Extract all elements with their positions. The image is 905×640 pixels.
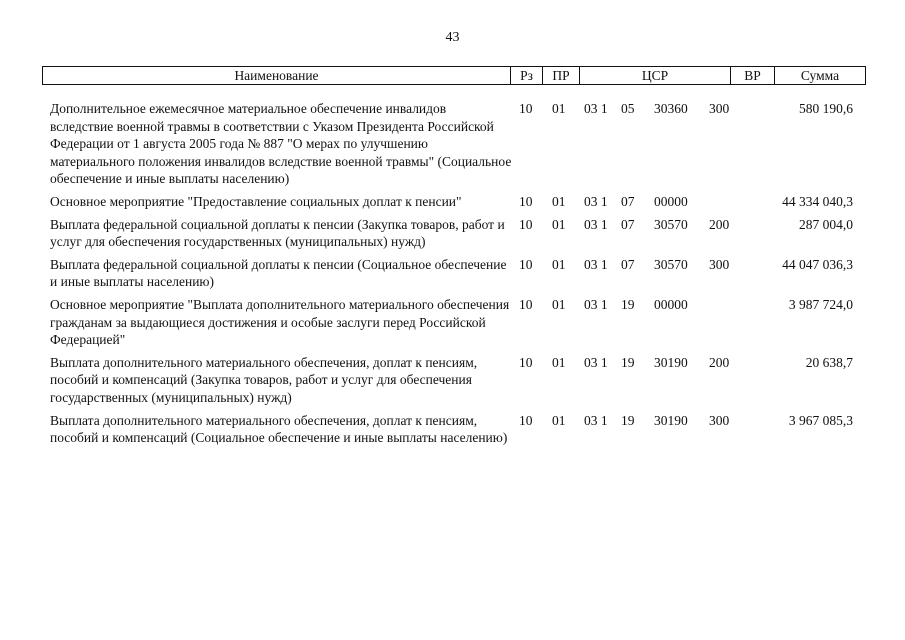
cell-csr-direction: 00000 [654,296,688,312]
cell-csr-program: 03 1 [584,256,608,272]
cell-name: Дополнительное ежемесячное материальное обеспечение инвалидов вследствие военной травмы в соответствии с Указом Президента Российской Федерации от 1 августа 2005 года № 887 "О мерах по улучшению материального положения инвалидов вследствие военной травмы" (Социальное обеспечение и иные выплаты населению) [50,101,512,187]
cell-name: Основное мероприятие "Выплата дополнительного материального обеспечения гражданам за выдающиеся достижения и особые заслуги перед Российской Федерацией" [50,296,510,348]
cell-rz: 10 [519,354,533,370]
cell-csr-program: 03 1 [584,354,608,370]
cell-name: Выплата дополнительного материального обеспечения, доплат к пенсиям, пособий и компенсаций (Закупка товаров, работ и услуг для обеспечения государственных (муниципальных) нужд) [50,354,478,405]
header-rz: Рз [511,67,543,84]
cell-pr: 01 [552,256,566,272]
cell-pr: 01 [552,101,566,116]
cell-rz: 10 [519,101,533,116]
table-row [0,412,905,447]
cell-csr-direction: 30360 [654,101,688,116]
cell-csr-activity: 19 [621,354,635,370]
cell-csr-direction: 30190 [654,354,688,370]
cell-vr: 300 [709,256,730,272]
cell-csr-activity: 05 [621,101,635,116]
table-header [42,66,866,85]
cell-pr: 01 [552,354,566,370]
cell-vr: 300 [709,412,730,428]
cell-csr-activity: 07 [621,193,635,209]
cell-sum: 3 987 724,0 [788,296,853,312]
table-row [0,216,905,251]
table-body [0,100,905,452]
table-row [0,296,905,349]
table-row [0,354,905,407]
cell-sum: 20 638,7 [805,354,853,370]
header-pr: ПР [543,67,580,84]
cell-rz: 10 [519,193,533,209]
cell-vr: 200 [709,216,730,232]
cell-name: Выплата дополнительного материального обеспечения, доплат к пенсиям, пособий и компенсаций (Социальное обеспечение и иные выплаты населению) [50,412,508,446]
cell-csr-program: 03 1 [584,216,608,232]
cell-name: Основное мероприятие "Предоставление социальных доплат к пенсии" [50,193,462,209]
cell-pr: 01 [552,216,566,232]
cell-sum: 287 004,0 [799,216,853,232]
header-csr: ЦСР [580,67,731,84]
cell-csr-activity: 07 [621,216,635,232]
cell-csr-program: 03 1 [584,296,608,312]
cell-rz: 10 [519,256,533,272]
table-row [0,100,905,188]
header-sum: Сумма [800,68,840,83]
cell-rz: 10 [519,216,533,232]
page-number: 43 [445,30,460,45]
cell-name: Выплата федеральной социальной доплаты к пенсии (Закупка товаров, работ и услуг для обеспечения государственных (муниципальных) нужд) [50,216,505,250]
cell-pr: 01 [552,296,566,312]
cell-pr: 01 [552,412,566,428]
cell-csr-direction: 00000 [654,193,688,209]
cell-rz: 10 [519,412,533,428]
cell-csr-activity: 19 [621,296,635,312]
cell-csr-program: 03 1 [584,101,608,116]
cell-csr-direction: 30190 [654,412,688,428]
cell-csr-activity: 19 [621,412,635,428]
table-row [0,193,905,211]
cell-name: Выплата федеральной социальной доплаты к пенсии (Социальное обеспечение и иные выплаты населению) [50,256,507,290]
cell-sum: 3 967 085,3 [788,412,853,428]
cell-csr-program: 03 1 [584,193,608,209]
cell-pr: 01 [552,193,566,209]
cell-sum: 44 334 040,3 [782,193,853,209]
cell-vr: 200 [709,354,730,370]
header-name: Наименование [43,67,511,84]
cell-csr-activity: 07 [621,256,635,272]
header-vr: ВР [731,67,775,84]
cell-rz: 10 [519,296,533,312]
cell-vr: 300 [709,101,730,116]
table-row [0,256,905,291]
cell-sum: 44 047 036,3 [782,256,853,272]
cell-sum: 580 190,6 [799,101,853,116]
cell-csr-direction: 30570 [654,256,688,272]
cell-csr-direction: 30570 [654,216,688,232]
cell-csr-program: 03 1 [584,412,608,428]
